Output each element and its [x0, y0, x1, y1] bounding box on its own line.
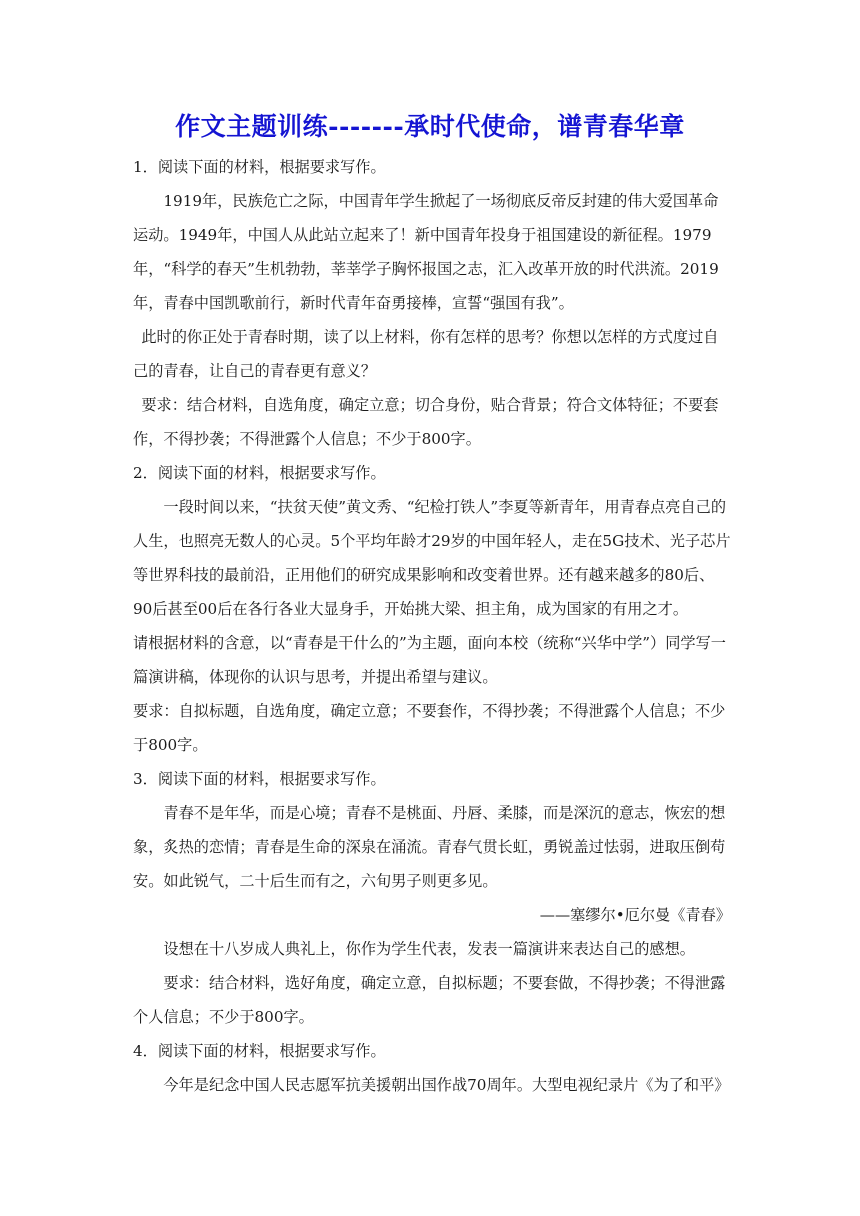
question-2-material: 一段时间以来，“扶贫天使”黄文秀、“纪检打铁人”李夏等新青年，用青春点亮自己的人生，也照亮无数人的心灵。5个平均年龄才29岁的中国年轻人，走在5G技术、光子芯片等世界科技的最前沿，正用他们的研究成果影响和改变着世界。还有越来越多的80后、90后甚至00后在各行各业大显身手，开始挑大梁、担主角，成为国家的有用之才。 — [133, 498, 731, 618]
question-3-attribution: ——塞缪尔•厄尔曼《青春》 — [539, 906, 731, 924]
question-3-prompt: 设想在十八岁成人典礼上，你作为学生代表，发表一篇演讲来表达自己的感想。 — [163, 940, 695, 958]
question-3-heading: 3．阅读下面的材料，根据要求写作。 — [133, 770, 386, 788]
question-1-prompt: 此时的你正处于青春时期，读了以上材料，你有怎样的思考？你想以怎样的方式度过自己的青春，让自己的青春更有意义？ — [133, 328, 719, 380]
question-2-heading: 2．阅读下面的材料，根据要求写作。 — [133, 464, 386, 482]
question-1-material: 1919年，民族危亡之际，中国青年学生掀起了一场彻底反帝反封建的伟大爱国革命运动。1949年，中国人从此站立起来了！新中国青年投身于祖国建设的新征程。1979年，“科学的春天”生机勃勃，莘莘学子胸怀报国之志，汇入改革开放的时代洪流。2019年，青春中国凯歌前行，新时代青年奋勇接棒，宣誓“强国有我”。 — [133, 192, 719, 312]
question-2-prompt: 请根据材料的含意，以“青春是干什么的”为主题，面向本校（统称“兴华中学”）同学写一篇演讲稿，体现你的认识与思考，并提出希望与建议。 — [133, 634, 726, 686]
question-1-heading: 1．阅读下面的材料，根据要求写作。 — [133, 158, 386, 176]
page-title: 作文主题训练-------承时代使命，谱青春华章 — [175, 112, 685, 141]
question-1-requirement: 要求：结合材料，自选角度，确定立意；切合身份，贴合背景；符合文体特征；不要套作，不得抄袭；不得泄露个人信息；不少于800字。 — [133, 396, 719, 448]
document-body — [133, 150, 731, 1102]
question-2-requirement: 要求：自拟标题，自选角度，确定立意；不要套作，不得抄袭；不得泄露个人信息；不少于800字。 — [133, 702, 726, 754]
question-3-requirement: 要求：结合材料，选好角度，确定立意，自拟标题；不要套做，不得抄袭；不得泄露个人信息；不少于800字。 — [133, 974, 726, 1026]
question-4-heading: 4．阅读下面的材料，根据要求写作。 — [133, 1042, 386, 1060]
question-3-material: 青春不是年华，而是心境；青春不是桃面、丹唇、柔膝，而是深沉的意志，恢宏的想象，炙热的恋情；青春是生命的深泉在涌流。青春气贯长虹，勇锐盖过怯弱，进取压倒苟安。如此锐气，二十后生而有之，六旬男子则更多见。 — [133, 804, 726, 890]
question-4-material: 今年是纪念中国人民志愿军抗美援朝出国作战70周年。大型电视纪录片《为了和平》 — [163, 1076, 730, 1094]
